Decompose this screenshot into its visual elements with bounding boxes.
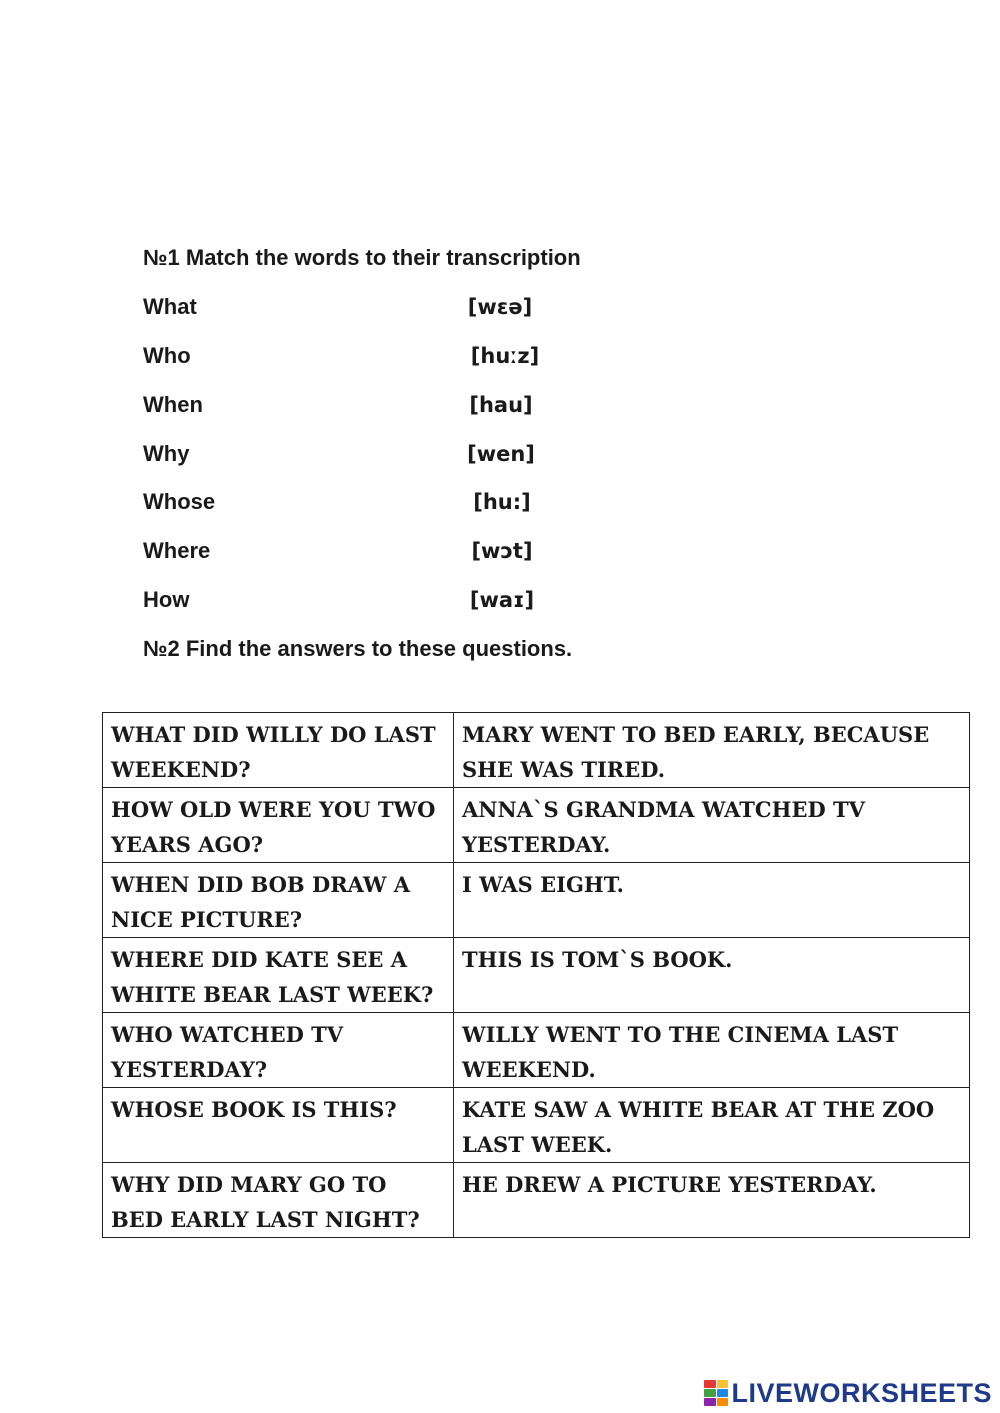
liveworksheets-logo[interactable] [704, 1376, 992, 1410]
logo-square [704, 1389, 716, 1397]
word-label: Where [143, 538, 211, 563]
logo-square [704, 1380, 716, 1388]
answer-cell: KATE SAW A WHITE BEAR AT THE ZOO LAST WEEK. [454, 1088, 970, 1163]
answer-cell: HE DREW A PICTURE YESTERDAY. [454, 1163, 970, 1238]
table-row [103, 788, 970, 863]
transcription-label: [huːz] [470, 344, 540, 368]
logo-square [717, 1389, 729, 1397]
match-pair [0, 294, 1000, 320]
task1-title: №1 Match the words to their transcription [143, 245, 581, 270]
answer-cell: I WAS EIGHT. [454, 863, 970, 938]
question-cell: HOW OLD WERE YOU TWO YEARS AGO? [103, 788, 454, 863]
logo-square [704, 1398, 716, 1406]
question-cell: WHAT DID WILLY DO LAST WEEKEND? [103, 713, 454, 788]
match-pair [0, 392, 1000, 418]
transcription-label: [waɪ] [469, 588, 535, 612]
table-row [103, 1013, 970, 1088]
word-label: When [143, 392, 203, 417]
question-cell: WHERE DID KATE SEE A WHITE BEAR LAST WEEK? [103, 938, 454, 1013]
question-cell: WHY DID MARY GO TO BED EARLY LAST NIGHT? [103, 1163, 454, 1238]
logo-square [717, 1380, 729, 1388]
word-label: What [143, 294, 197, 319]
word-label: How [143, 587, 190, 612]
word-label: Why [143, 441, 190, 466]
table-row [103, 1163, 970, 1238]
transcription-label: [wɛə] [467, 295, 533, 319]
answer-cell: WILLY WENT TO THE CINEMA LAST WEEKEND. [454, 1013, 970, 1088]
word-label: Whose [143, 489, 216, 514]
transcription-label: [hau] [469, 393, 533, 417]
match-pair [0, 489, 1000, 515]
match-pair [0, 343, 1000, 369]
question-cell: WHEN DID BOB DRAW A NICE PICTURE? [103, 863, 454, 938]
word-label: Who [143, 343, 191, 368]
transcription-label: [wen] [467, 442, 535, 466]
questions-answers-table [102, 712, 970, 1238]
answer-cell: THIS IS TOM`S BOOK. [454, 938, 970, 1013]
table-row [103, 713, 970, 788]
transcription-label: [wɔt] [471, 539, 533, 563]
task2-title: №2 Find the answers to these questions. [143, 636, 573, 661]
table-row [103, 1088, 970, 1163]
question-cell: WHO WATCHED TV YESTERDAY? [103, 1013, 454, 1088]
match-pair [0, 441, 1000, 467]
logo-square [717, 1398, 729, 1406]
match-pair [0, 538, 1000, 564]
question-cell: WHOSE BOOK IS THIS? [103, 1088, 454, 1163]
answer-cell: ANNA`S GRANDMA WATCHED TV YESTERDAY. [454, 788, 970, 863]
transcription-label: [hu:] [473, 490, 531, 514]
answer-cell: MARY WENT TO BED EARLY, BECAUSE SHE WAS TIRED. [454, 713, 970, 788]
logo-icon [704, 1380, 728, 1406]
match-pair [0, 587, 1000, 613]
table-row [103, 863, 970, 938]
table-row [103, 938, 970, 1013]
logo-text: LIVEWORKSHEETS [731, 1377, 992, 1408]
